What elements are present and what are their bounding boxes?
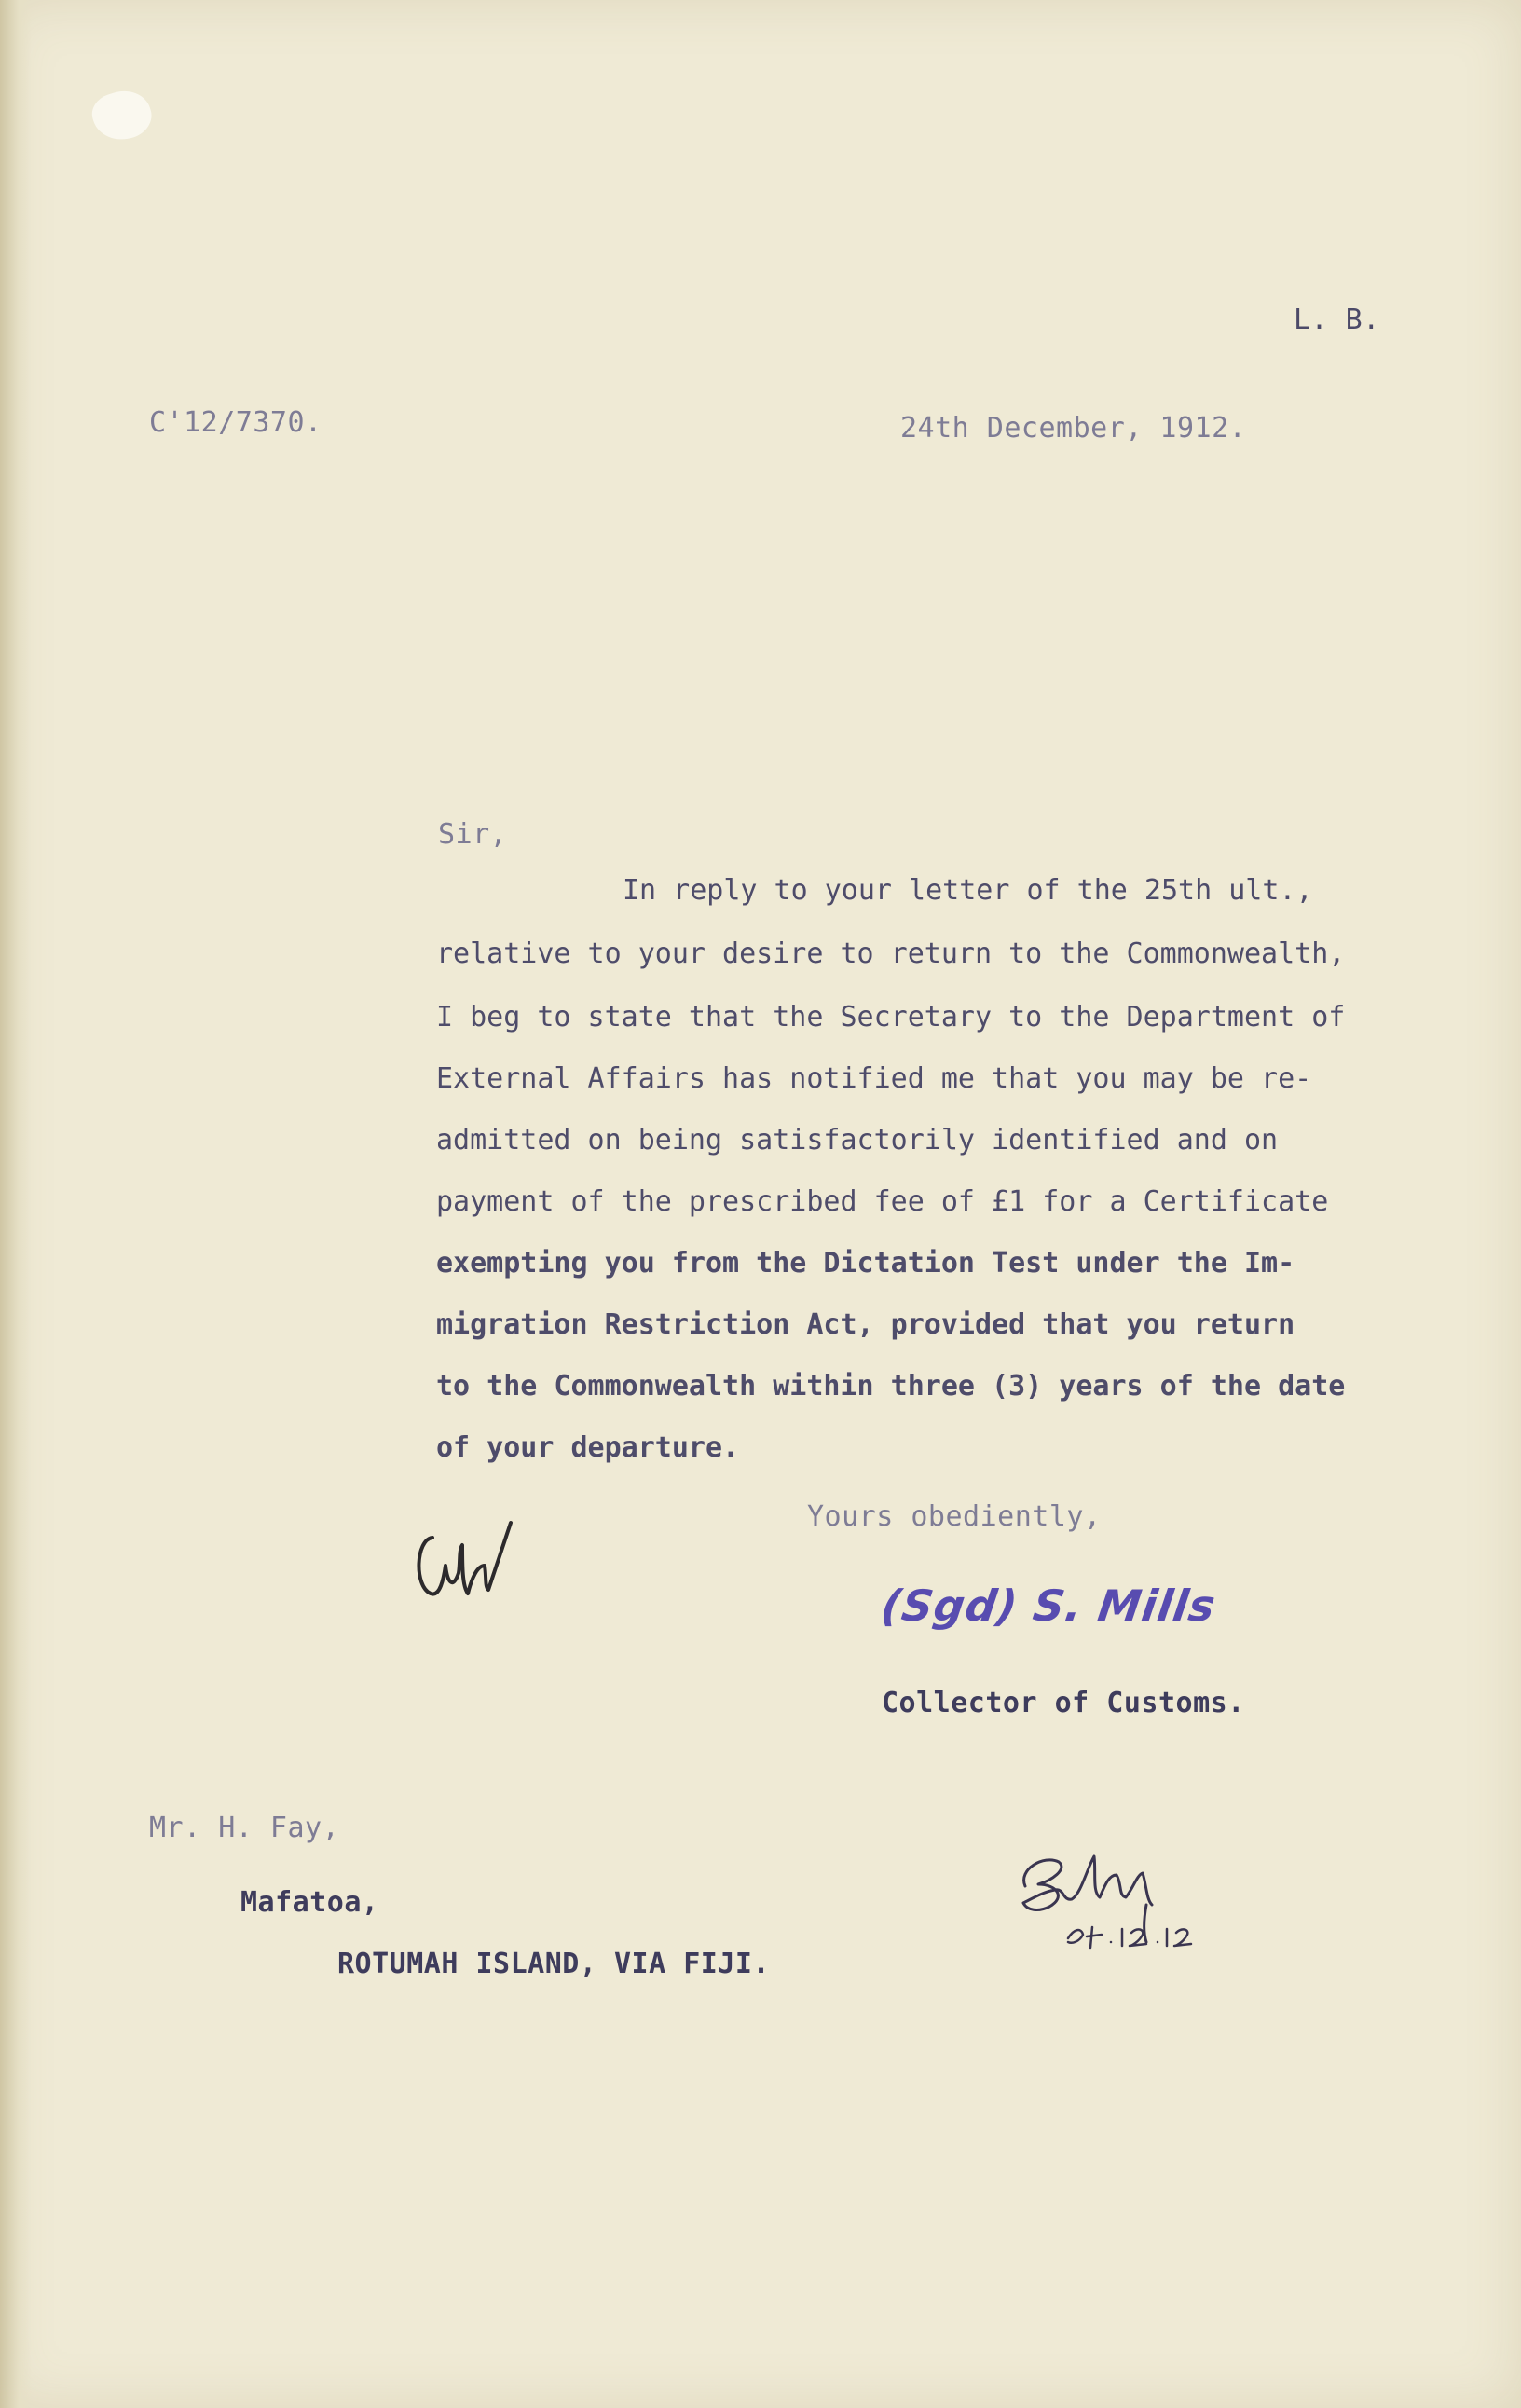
recipient-island: ROTUMAH ISLAND, VIA FIJI. (337, 1948, 771, 1980)
paper-edge (0, 0, 32, 2408)
salutation: Sir, (438, 818, 508, 851)
body-line: I beg to state that the Secretary to the Department of (436, 1001, 1346, 1033)
handwritten-initials-date (1007, 1832, 1249, 1963)
body-line: External Affairs has notified me that you may be re- (436, 1062, 1312, 1095)
body-line: exempting you from the Dictation Test under the Im- (436, 1247, 1295, 1279)
letter-date: 24th December, 1912. (900, 412, 1247, 445)
closing: Yours obediently, (807, 1500, 1102, 1533)
recipient-place: Mafatoa, (240, 1886, 379, 1919)
body-line: payment of the prescribed fee of £1 for a Certificate (436, 1185, 1329, 1218)
recipient-name: Mr. H. Fay, (149, 1812, 340, 1844)
office-mark: L. B. (1294, 304, 1380, 336)
signatory-title: Collector of Customs. (882, 1687, 1245, 1719)
reference-number: C'12/7370. (149, 406, 322, 439)
body-line: In reply to your letter of the 25th ult., (623, 874, 1313, 907)
body-line: to the Commonwealth within three (3) years of the date (436, 1370, 1346, 1402)
body-line: of your departure. (436, 1431, 740, 1464)
stamped-signature: (Sgd) S. Mills (878, 1580, 1219, 1631)
body-line: migration Restriction Act, provided that you return (436, 1308, 1295, 1341)
body-line: relative to your desire to return to the Commonwealth, (436, 937, 1346, 970)
handwritten-initials (406, 1500, 518, 1612)
body-line: admitted on being satisfactorily identified and on (436, 1124, 1279, 1156)
